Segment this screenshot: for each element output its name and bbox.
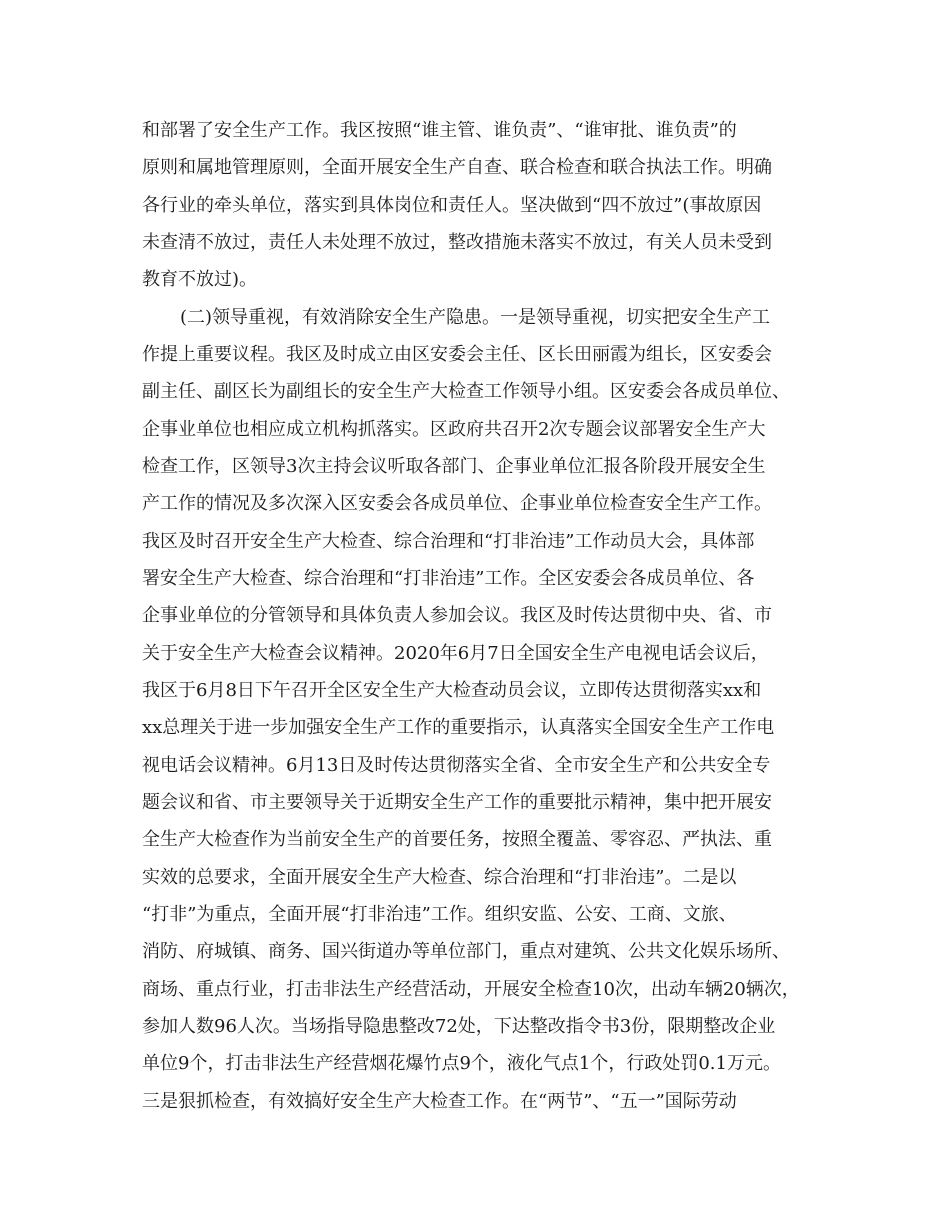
text-line: 企事业单位也相应成立机构抓落实。区政府共召开2次专题会议部署安全生产大 (142, 419, 766, 440)
text-line: “打非”为重点，全面开展“打非治违”工作。组织安监、公安、工商、文旅、 (142, 904, 737, 925)
text-line: 消防、府城镇、商务、国兴街道办等单位部门，重点对建筑、公共文化娱乐场所、 (142, 941, 790, 962)
text-line: 副主任、副区长为副组长的安全生产大检查工作领导小组。区安委会各成员单位、 (142, 381, 790, 402)
text-line: 各行业的牵头单位，落实到具体岗位和责任人。坚决做到“四不放过”(事故原因 (142, 195, 762, 216)
text-line: 产工作的情况及多次深入区安委会各成员单位、企事业单位检查安全生产工作。 (142, 493, 772, 514)
text-line: 未查清不放过，责任人未处理不放过，整改措施未落实不放过，有关人员未受到 (142, 232, 772, 253)
text-line: 教育不放过)。 (142, 269, 258, 290)
text-line: 署安全生产大检查、综合治理和“打非治违”工作。全区安委会各成员单位、各 (142, 568, 755, 589)
text-line: 题会议和省、市主要领导关于近期安全生产工作的重要批示精神，集中把开展安 (142, 792, 772, 813)
text-line: 原则和属地管理原则，全面开展安全生产自查、联合检查和联合执法工作。明确 (142, 157, 772, 178)
text-line: 企事业单位的分管领导和具体负责人参加会议。我区及时传达贯彻中央、省、市 (142, 605, 772, 626)
text-line: xx总理关于进一步加强安全生产工作的重要指示，认真落实全国安全生产工作电 (142, 717, 775, 738)
section-heading-line: (二)领导重视，有效消除安全生产隐患。一是领导重视，切实把安全生产工 (180, 307, 771, 328)
text-line: 我区及时召开安全生产大检查、综合治理和“打非治违”工作动员大会，具体部 (142, 531, 755, 552)
text-line: 作提上重要议程。我区及时成立由区安委会主任、区长田丽霞为组长，区安委会 (142, 344, 772, 365)
text-line: 参加人数96人次。当场指导隐患整改72处，下达整改指令书3份，限期整改企业 (142, 1016, 776, 1037)
text-line: 实效的总要求，全面开展安全生产大检查、综合治理和“打非治违”。二是以 (142, 867, 737, 888)
text-line: 全生产大检查作为当前安全生产的首要任务，按照全覆盖、零容忍、严执法、重 (142, 829, 772, 850)
text-line: 三是狠抓检查，有效搞好安全生产大检查工作。在“两节”、“五一”国际劳动 (142, 1091, 737, 1112)
text-line: 我区于6月8日下午召开全区安全生产大检查动员会议，立即传达贯彻落实xx和 (142, 680, 762, 701)
text-line: 检查工作，区领导3次主持会议听取各部门、企事业单位汇报各阶段开展安全生 (142, 456, 766, 477)
text-line: 商场、重点行业，打击非法生产经营活动，开展安全检查10次，出动车辆20辆次， (142, 979, 800, 1000)
text-line: 视电话会议精神。6月13日及时传达贯彻落实全省、全市安全生产和公共安全专 (142, 755, 771, 776)
text-line: 和部署了安全生产工作。我区按照“谁主管、谁负责”、“谁审批、谁负责”的 (142, 120, 737, 141)
text-line: 关于安全生产大检查会议精神。2020年6月7日全国安全生产电视电话会议后， (142, 643, 769, 664)
text-line: 单位9个，打击非法生产经营烟花爆竹点9个，液化气点1个，行政处罚0.1万元。 (142, 1053, 781, 1074)
